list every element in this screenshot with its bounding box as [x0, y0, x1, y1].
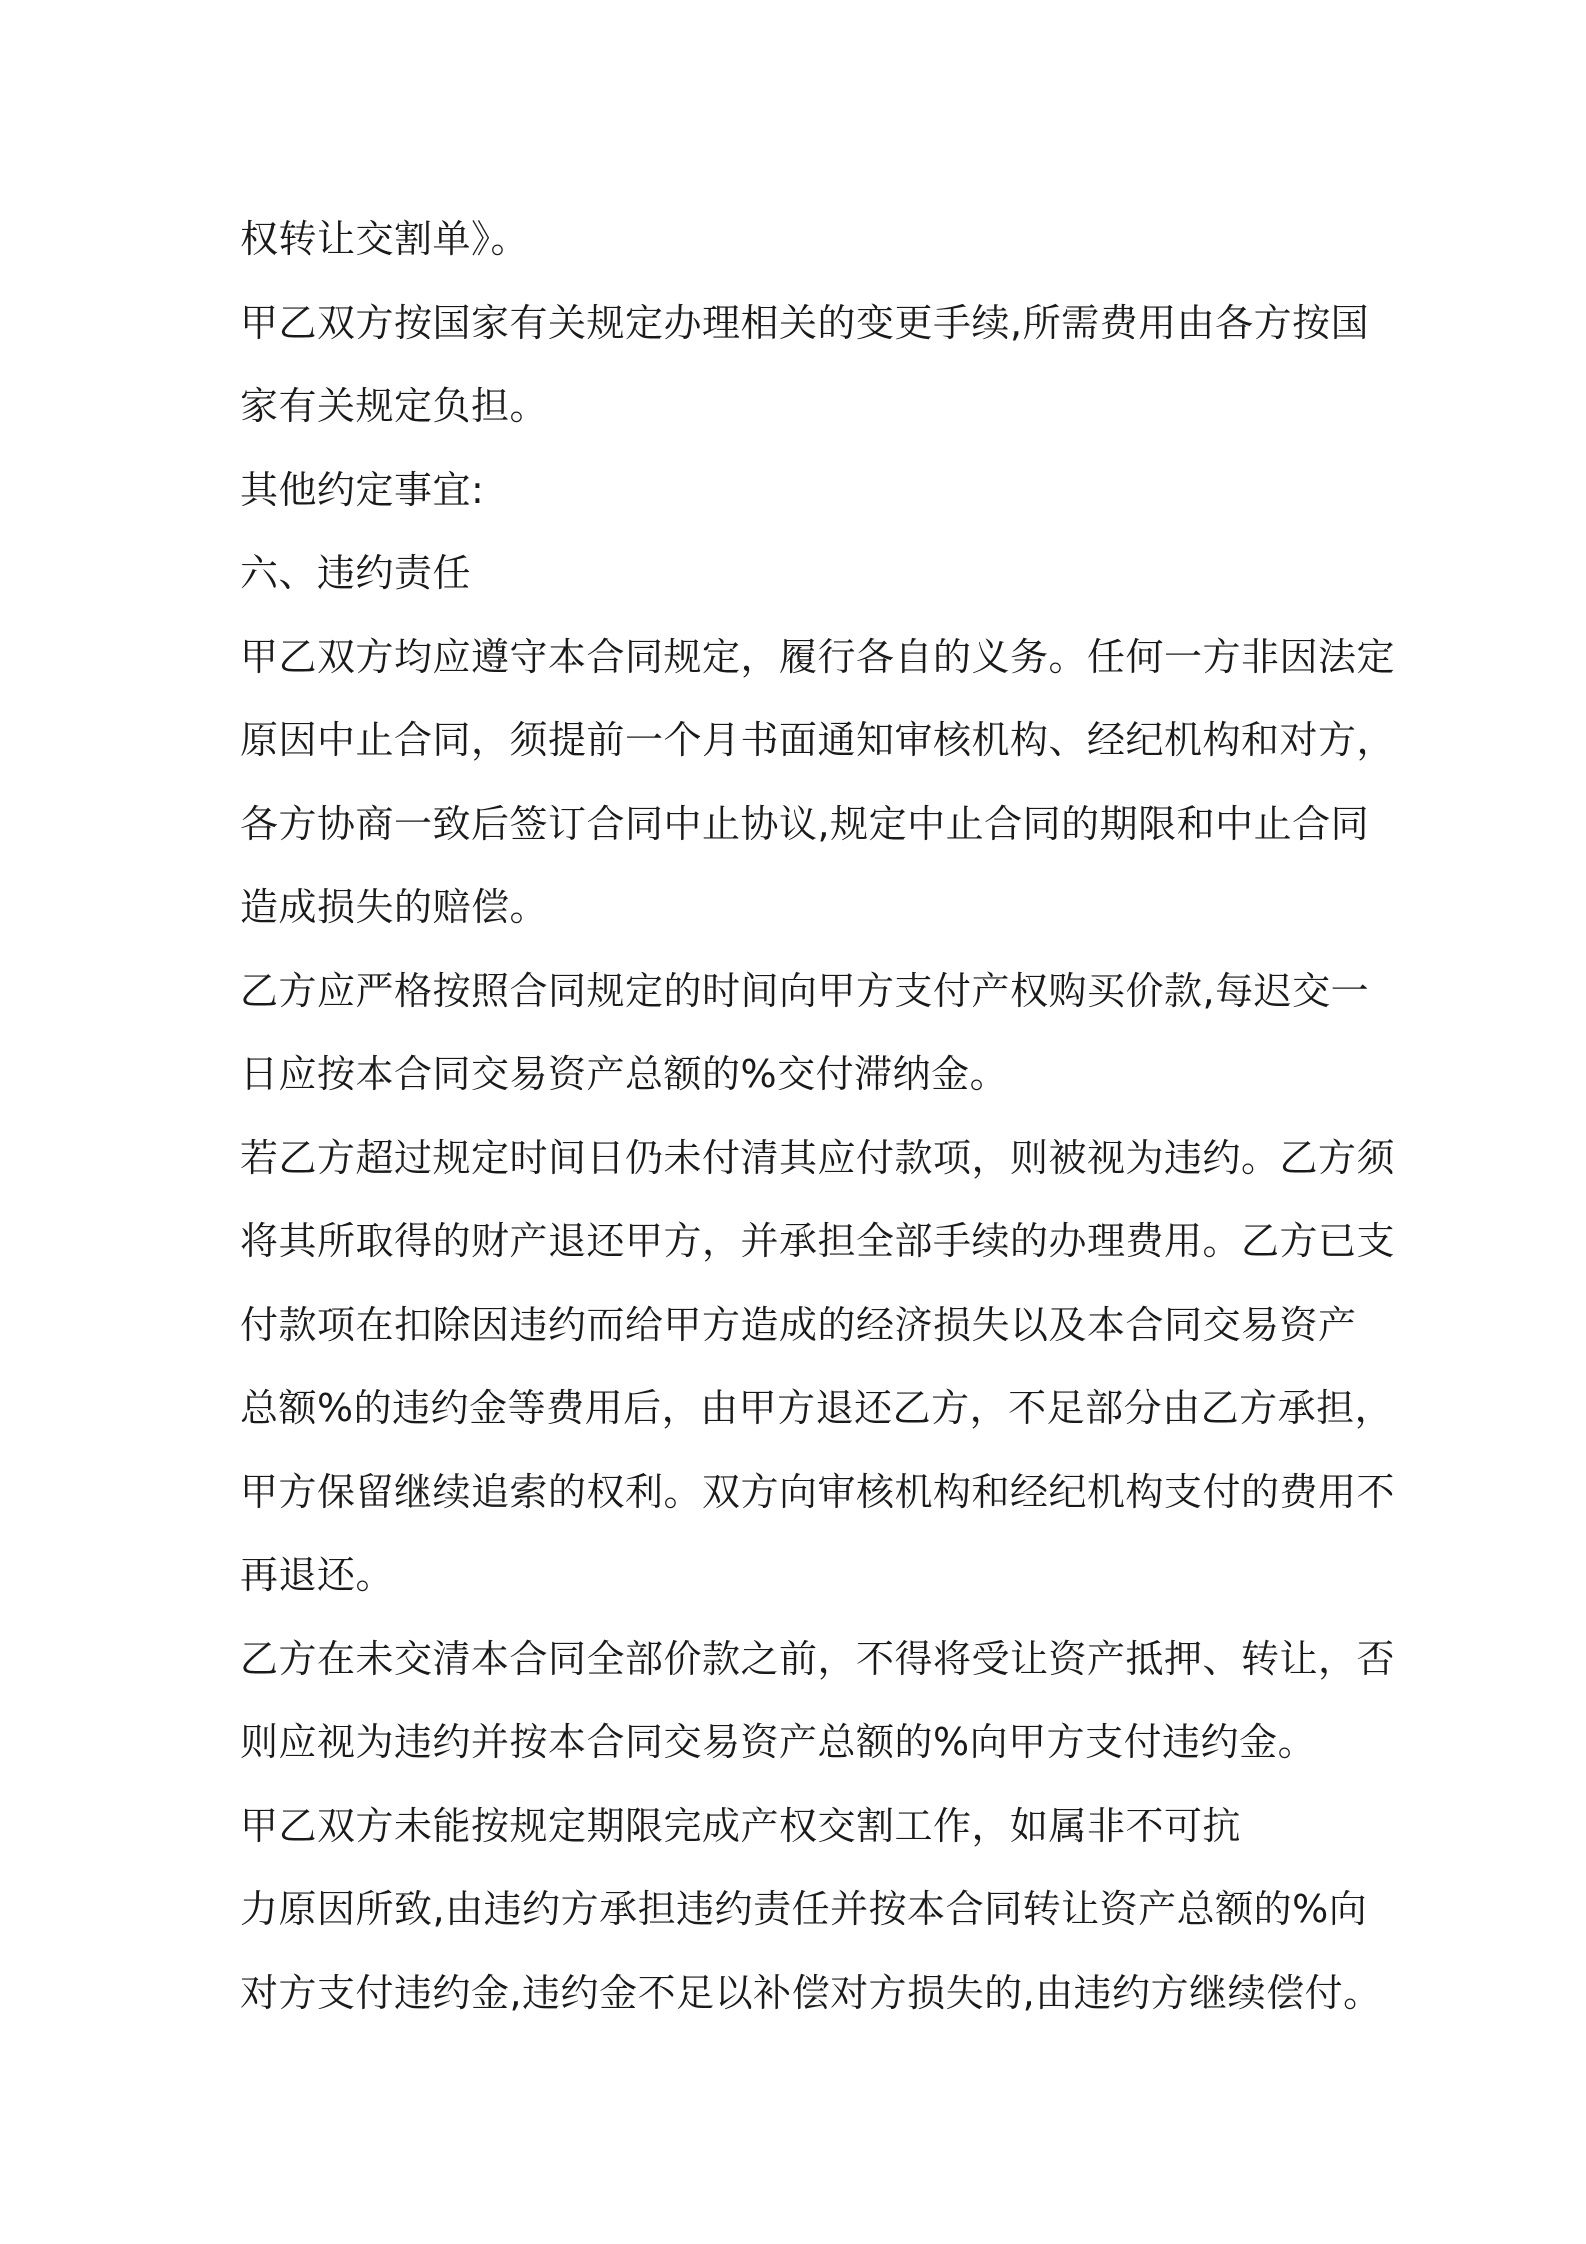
text-line: 权转让交割单》。: [240, 217, 530, 261]
text-line: 甲方保留继续追索的权利。双方向审核机构和经纪机构支付的费用不: [240, 1469, 1396, 1514]
text-line: 其他约定事宜:: [240, 467, 485, 512]
text-line: 乙方在未交清本合同全部价款之前，不得将受让资产抵押、转让，否: [240, 1636, 1396, 1681]
text-line: 甲乙双方未能按规定期限完成产权交割工作，如属非不可抗: [240, 1803, 1242, 1848]
text-line: 各方协商一致后签订合同中止协议,规定中止合同的期限和中止合同: [240, 801, 1370, 846]
text-line: 总额%的违约金等费用后，由甲方退还乙方，不足部分由乙方承担，: [240, 1386, 1394, 1430]
text-line: 造成损失的赔偿。: [240, 885, 549, 929]
text-line: 日应按本合同交易资产总额的%交付滞纳金。: [240, 1052, 1009, 1096]
text-line: 若乙方超过规定时间日仍未付清其应付款项，则被视为违约。乙方须: [240, 1135, 1396, 1180]
section-heading: 六、违约责任: [240, 551, 472, 595]
text-line: 甲乙双方按国家有关规定办理相关的变更手续,所需费用由各方按国: [240, 300, 1370, 345]
text-line: 付款项在扣除因违约而给甲方造成的经济损失以及本合同交易资产: [240, 1302, 1357, 1347]
text-line: 则应视为违约并按本合同交易资产总额的%向甲方支付违约金。: [240, 1720, 1317, 1764]
text-line: 对方支付违约金,违约金不足以补偿对方损失的,由违约方继续偿付。: [240, 1970, 1382, 2015]
text-line: 乙方应严格按照合同规定的时间向甲方支付产权购买价款,每迟交一: [240, 968, 1370, 1013]
text-line: 家有关规定负担。: [240, 384, 549, 428]
text-line: 将其所取得的财产退还甲方，并承担全部手续的办理费用。乙方已支: [240, 1219, 1396, 1263]
text-line: 力原因所致,由违约方承担违约责任并按本合同转让资产总额的%向: [240, 1887, 1368, 1931]
text-line: 再退还。: [240, 1553, 395, 1597]
text-line: 原因中止合同，须提前一个月书面通知审核机构、经纪机构和对方，: [240, 718, 1396, 762]
text-line: 甲乙双方均应遵守本合同规定，履行各自的义务。任何一方非因法定: [240, 634, 1396, 679]
contract-text: [240, 198, 1396, 2035]
